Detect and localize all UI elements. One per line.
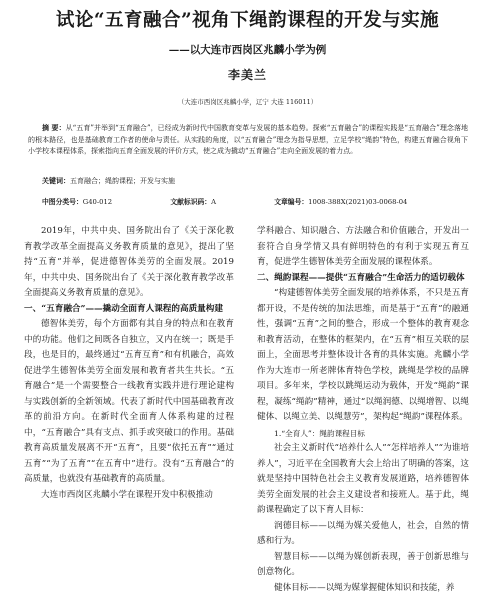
abstract <box>28 122 468 158</box>
body-paragraph: 2019年，中共中央、国务院出台了《关于深化教育教学改革全面提高义务教育质量的意见》，提出了坚持“五育”并举，促进德智体美劳的全面发展。2019年，中共中央、国务院出台了《关于深化教育教学改革全面提高义务教育质量的意见》。 <box>24 226 234 298</box>
keywords-label: 关键词： <box>42 176 70 185</box>
body-paragraph: 德智体美劳，每个方面都有其自身的特点和在教育中的功能。他们之间既各自独立，又内在统一；既是手段，也是目的，最终通过“五育互育”和有机融合，高效促进学生德智体美劳全面发展和教育者共生共长。“五育融合”是一个需要整合一线教育实践并进行理论建构与实践创新的全新领域。代表了新时代中国基础教育改革的前沿方向。在新时代全面育人体系构建的过程中，“五育融合”具有支点、抓手或突破口的作用。基础教育高质量发展离不开“五育”，且要“依托五育”“通过五育”“为了五育”“在五育中”进行。没有“五育融合”的高质量，也就没有基础教育的高质量。 <box>24 319 234 484</box>
section-heading: 二、绳韵课程——提供“五育融合”生命活力的适切载体 <box>257 272 465 283</box>
clc-value: G40-012 <box>82 198 113 206</box>
doc-value: A <box>211 198 217 206</box>
clc-label: 中图分类号： <box>42 198 83 206</box>
paper-subtitle: ——以大连市西岗区兆麟小学为例 <box>168 44 327 56</box>
keywords <box>42 176 175 186</box>
doc-code <box>170 196 244 206</box>
goal-item: 健体目标——以绳为媒掌握健体知识和技能，养 <box>274 582 455 593</box>
goal-item: 润德目标——以绳为媒关爱他人，社会，自然的情感和行为。 <box>257 520 469 546</box>
right-column <box>257 224 469 596</box>
clc-code <box>42 196 140 206</box>
author-affiliation: （大连市西岗区兆麟小学，辽宁 大连 116011） <box>177 98 318 106</box>
body-paragraph: “构建德智体美劳全面发展的培养体系，不只是五育都开设，不是传统的加法思维，而是基于“五育”的融通性，强调“五育”之间的整合，形成一个整体的教育观念和教育活动，在整体的框架内，在“五育”相互关联的层面上，全面思考并整体设计各育的具体实施。兆麟小学作为大连市一所老牌体育特色学校，跳绳是学校的品牌项目。多年来，学校以跳绳运动为载体，开发“绳韵”课程，凝练“绳韵”精神，通过“以绳润德、以绳增智、以绳健体、以绳立美、以绳慧劳”，架构起“绳韵”课程体系。 <box>257 288 469 422</box>
article-value: 1008-388X(2021)03-0068-04 <box>308 198 408 206</box>
keywords-text: 五育融合；绳韵课程；开发与实施 <box>70 177 175 185</box>
subsection-heading: 1.“全育人”：绳韵课程目标 <box>274 428 365 438</box>
article-label: 文章编号： <box>274 198 309 206</box>
body-paragraph: 大连市西岗区兆麟小学在课程开发中积极推动 <box>41 489 213 500</box>
abstract-label: 摘 要： <box>42 123 66 132</box>
abstract-text: 从“五育”并举到“五育融合”，已经成为新时代中国教育变革与发展的基本趋势。探索“五育融合”的课程实践是“五育融合”理念落地的根本路径，也是基础教育工作者的使命与责任。从实践的角度，以“五育融合”理念为指导思想，立足学校“绳韵”特色，构建五育融合视角下小学校本课程体系，探索指向五育全面发展的评价方式，使之成为撬动“五育融合”走向全面发展的着力点。 <box>28 124 468 155</box>
doc-label: 文献标识码： <box>170 198 212 206</box>
body-paragraph: 学科融合、知识融合、方法融合和价值融合，开发出一套符合自身学情又具有鲜明特色的有利于实现五育互育，促进学生德智体美劳全面发展的课程体系。 <box>257 226 469 267</box>
paper-title: 试论“五育融合”视角下绳韵课程的开发与实施 <box>55 10 440 31</box>
section-heading: 一、“五育融合”——撬动全面育人课程的高质量构建 <box>24 303 223 314</box>
goal-item: 智慧目标——以绳为媒创新表现，善于创新思维与创意物化。 <box>257 551 469 577</box>
author-name: 李美兰 <box>227 68 267 82</box>
article-code <box>274 196 435 206</box>
body-paragraph: 社会主义新时代“培养什么人”“怎样培养人”“为谁培养人”，习近平在全国教育大会上给出了明确的答案，这就是坚持中国特色社会主义教育发展道路，培养德智体美劳全面发展的社会主义建设者和接班人。基于此，绳韵课程确定了以下育人目标： <box>257 443 469 515</box>
classification-codes <box>42 196 462 206</box>
left-column <box>24 224 234 503</box>
